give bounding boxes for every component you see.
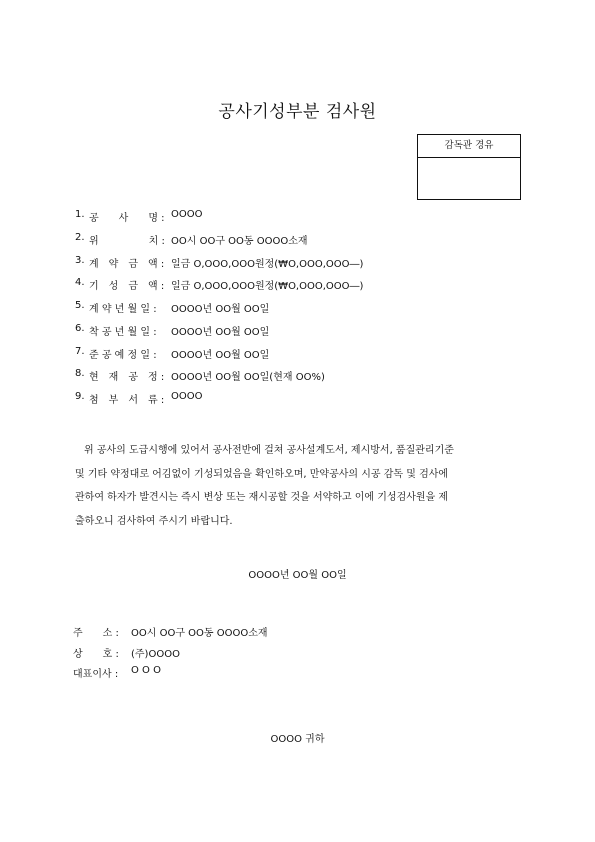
declaration-paragraph <box>75 439 525 533</box>
supervisor-approval-box <box>417 134 521 200</box>
item-value: OOOO년 OO월 OO일(현재 OO%) <box>171 372 325 384</box>
item-number: 2. <box>75 231 85 243</box>
applicant-field-label: 대표이사 : <box>73 669 119 680</box>
item-value: OOOO년 OO월 OO일 <box>171 349 270 361</box>
project-detail-item <box>75 391 363 414</box>
applicant-field-value: (주)OOOO <box>131 648 180 660</box>
item-number: 3. <box>75 254 85 266</box>
item-number: 5. <box>75 300 85 311</box>
project-detail-item <box>75 232 363 255</box>
project-details-list <box>75 209 363 414</box>
document-title: 공사기성부분 검사원 <box>218 102 377 122</box>
project-detail-item <box>75 209 363 232</box>
item-label: 계 약 금 액 : <box>89 258 165 270</box>
project-detail-item <box>75 255 363 278</box>
item-value: OOOO <box>171 391 203 402</box>
declaration-line: 위 공사의 도급시행에 있어서 공사전반에 걸쳐 공사설계도서, 제시방서, 품질관리기준 <box>84 445 454 456</box>
item-label: 착 공 년 월 일 : <box>89 326 157 338</box>
declaration-line: 및 기타 약정대로 어김없이 기성되었음을 확인하오며, 만약공사의 시공 감독 및 검사에 <box>75 468 449 480</box>
applicant-field-label: 주 소 : <box>73 628 119 639</box>
item-label: 기 성 금 액 : <box>89 281 165 293</box>
applicant-field-value: OO시 OO구 OO동 OOOO소재 <box>131 628 268 639</box>
applicant-field-label: 상 호 : <box>73 648 119 660</box>
applicant-field-value: O O O <box>131 665 161 676</box>
supervisor-approval-header: 감독관 경유 <box>418 135 520 158</box>
item-label: 공 사 명 : <box>89 213 165 224</box>
item-number: 4. <box>75 277 85 289</box>
item-label: 첨 부 서 류 : <box>89 395 165 406</box>
item-value: OOOO년 OO월 OO일 <box>171 326 270 338</box>
project-detail-item <box>75 368 363 391</box>
item-number: 8. <box>75 368 85 380</box>
document-date: OOOO년 OO월 OO일 <box>248 570 347 581</box>
project-detail-item <box>75 300 363 323</box>
recipient-line: OOOO 귀하 <box>270 734 325 745</box>
applicant-field <box>73 624 268 645</box>
item-number: 7. <box>75 345 85 357</box>
declaration-line: 관하여 하자가 발견시는 즉시 변상 또는 재시공할 것을 서약하고 이에 기성검사원을 제 <box>75 492 449 503</box>
item-value: OOOO년 OO월 OO일 <box>171 304 270 315</box>
item-label: 계 약 년 월 일 : <box>89 304 157 315</box>
item-value: 일금 O,OOO,OOO원정(₩O,OOO,OOO―) <box>171 281 364 293</box>
item-label: 준 공 예 정 일 : <box>89 349 157 361</box>
project-detail-item <box>75 277 363 300</box>
item-value: OOOO <box>171 209 203 220</box>
project-detail-item <box>75 323 363 346</box>
item-value: OO시 OO구 OO동 OOOO소재 <box>171 235 308 247</box>
item-number: 1. <box>75 209 85 220</box>
item-label: 위 치 : <box>89 235 165 247</box>
applicant-field <box>73 645 268 666</box>
applicant-field <box>73 665 268 686</box>
item-value: 일금 O,OOO,OOO원정(₩O,OOO,OOO―) <box>171 258 364 270</box>
item-label: 현 재 공 정 : <box>89 372 165 384</box>
project-detail-item <box>75 346 363 369</box>
item-number: 9. <box>75 391 85 402</box>
item-number: 6. <box>75 322 85 334</box>
applicant-info <box>73 624 268 686</box>
declaration-line: 출하오니 검사하여 주시기 바랍니다. <box>75 515 233 527</box>
